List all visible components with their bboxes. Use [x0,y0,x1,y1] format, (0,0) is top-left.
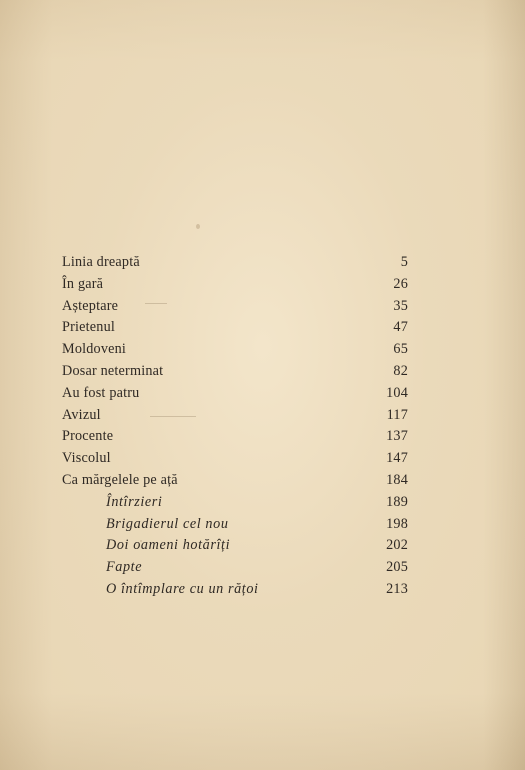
toc-entry-page: 137 [386,428,408,445]
toc-entry-title: Procente [62,428,114,445]
toc-subentry [62,559,408,581]
toc-subentry-title: Brigadierul cel nou [106,515,229,532]
toc-subentry-page: 202 [386,537,408,554]
toc-entry [62,428,408,450]
toc-entry-title: Dosar neterminat [62,362,164,379]
toc-entry-title: Avizul [62,406,101,423]
toc-subentry-page: 205 [386,559,408,576]
toc-subentry-title: Doi oameni hotărîți [106,537,231,554]
toc-entry-title: Au fost patru [62,384,140,401]
toc-entry-page: 47 [393,319,408,336]
toc-entry [62,319,408,341]
toc-entry [62,385,408,407]
toc-entry-title: Linia dreaptă [62,254,140,270]
toc-entry [62,363,408,385]
toc-entry-title: Ca mărgelele pe ață [62,471,178,488]
toc-entry [62,254,408,276]
toc-entry-page: 26 [393,275,408,292]
table-of-contents [62,254,408,603]
toc-subentry-title: Întîrzieri [106,493,163,510]
toc-entry-title: Prietenul [62,319,116,336]
toc-entry [62,276,408,298]
toc-entry-page: 35 [393,297,408,314]
toc-subentry [62,494,408,516]
toc-entry [62,472,408,494]
toc-entry [62,298,408,320]
toc-entry-page: 184 [386,471,408,488]
toc-entry [62,407,408,429]
toc-entry-title: Viscolul [62,450,111,467]
toc-entry-page: 147 [386,450,408,467]
toc-entry-page: 104 [386,384,408,401]
toc-entry-page: 65 [393,341,408,358]
toc-subentry-page: 189 [386,493,408,510]
toc-subentry [62,537,408,559]
toc-entry-page: 5 [400,254,408,270]
toc-subentry-page: 213 [386,580,408,597]
toc-subentry-title: O întîmplare cu un rățoi [106,580,259,597]
paper-spot [196,224,200,229]
toc-entry-title: Așteptare [62,297,119,314]
toc-subentry [62,581,408,603]
toc-entry-title: În gară [62,275,104,292]
toc-subentry-title: Fapte [106,559,143,576]
toc-subentry-page: 198 [386,515,408,532]
toc-entry [62,450,408,472]
toc-entry-title: Moldoveni [62,341,127,358]
toc-subentry [62,516,408,538]
toc-entry-page: 82 [393,362,408,379]
toc-entry [62,341,408,363]
toc-entry-page: 117 [386,406,408,423]
